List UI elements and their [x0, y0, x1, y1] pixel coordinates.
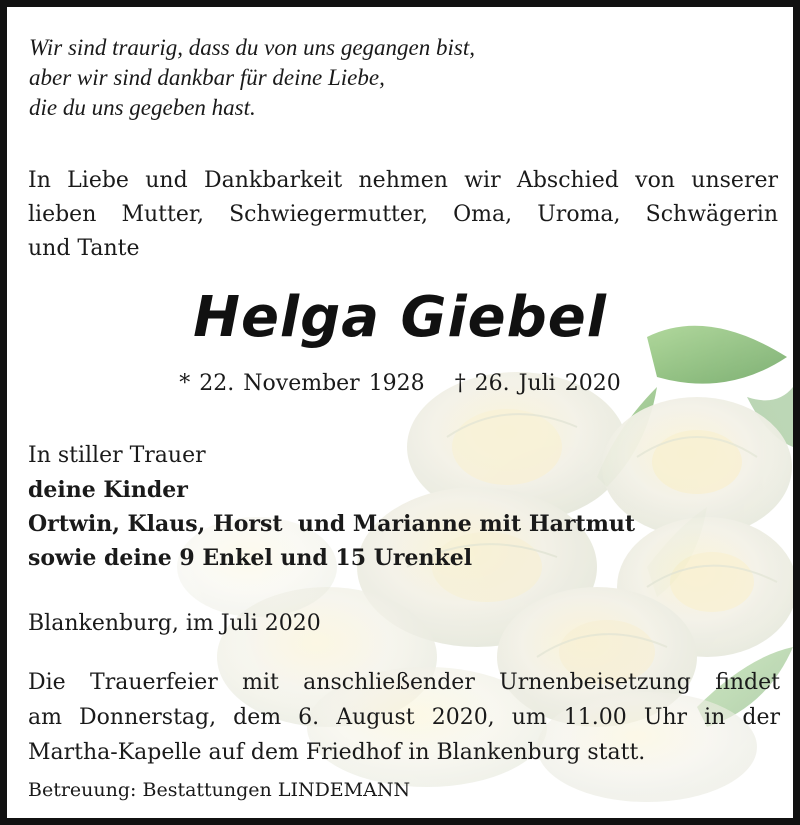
- place-and-date: Blankenburg, im Juli 2020: [28, 611, 321, 636]
- death-date: † 26. Juli 2020: [454, 371, 621, 396]
- funeral-line: Die Trauerfeier mit anschließender Urnenbeisetzung findet: [28, 670, 780, 695]
- poem-line: aber wir sind dankbar für deine Liebe,: [29, 65, 385, 90]
- intro-paragraph: [28, 164, 778, 266]
- poem-line: Wir sind traurig, dass du von uns gegangen bist,: [29, 35, 475, 60]
- mourners-grandchildren: sowie deine 9 Enkel und 15 Urenkel: [28, 545, 473, 571]
- funeral-info: [28, 665, 780, 770]
- poem-verse: [29, 33, 649, 123]
- deceased-name: Helga Giebel: [193, 285, 607, 350]
- funeral-home-credit: Betreuung: Bestattungen LINDEMANN: [28, 779, 411, 801]
- mourners-children-names: Ortwin, Klaus, Horst und Marianne mit Hartmut: [28, 511, 636, 537]
- intro-line: und Tante: [28, 236, 140, 261]
- poem-line: die du uns gegeben hast.: [29, 95, 256, 120]
- mourners-intro: In stiller Trauer: [28, 443, 206, 468]
- funeral-line: Martha-Kapelle auf dem Friedhof in Blankenburg statt.: [28, 740, 646, 765]
- funeral-line: am Donnerstag, dem 6. August 2020, um 11.00 Uhr in der: [28, 705, 780, 730]
- intro-line: lieben Mutter, Schwiegermutter, Oma, Uroma, Schwägerin: [28, 202, 778, 227]
- mourners-children-label: deine Kinder: [28, 477, 188, 503]
- birth-date: * 22. November 1928: [179, 371, 425, 396]
- intro-line: In Liebe und Dankbarkeit nehmen wir Abschied von unserer: [28, 168, 778, 193]
- life-dates: [7, 369, 793, 399]
- mourners-block: [28, 439, 768, 575]
